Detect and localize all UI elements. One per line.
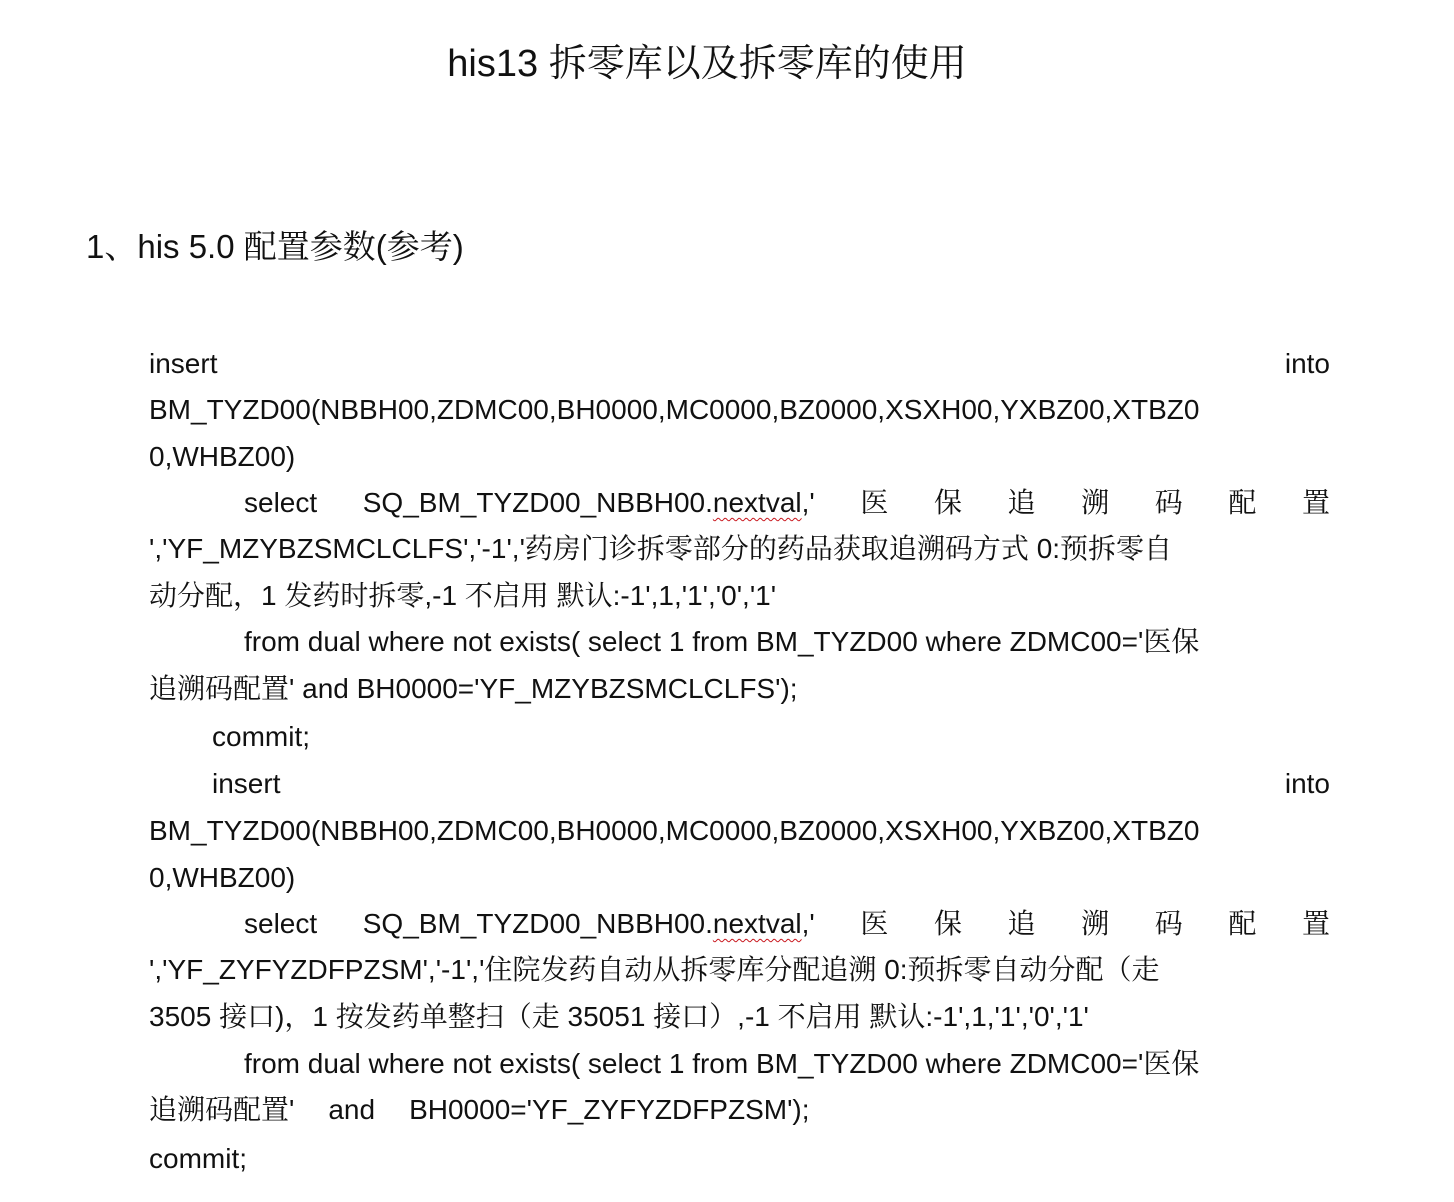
config-name-char: 溯 xyxy=(1081,907,1110,940)
keyword-and: and xyxy=(328,1094,376,1125)
code-line-where-end xyxy=(149,1091,810,1129)
config-name-char: 置 xyxy=(1301,486,1330,519)
code-line-table-columns: BM_TYZD00(NBBH00,ZDMC00,BH0000,MC0000,BZ0000,XSXH00,YXBZ00,XTBZ0 xyxy=(149,394,1200,425)
code-line-where: from dual where not exists( select 1 from BM_TYZD00 where ZDMC00='医保 xyxy=(244,626,1200,657)
config-name-char: 溯 xyxy=(1081,486,1110,519)
config-name-char: 码 xyxy=(1154,486,1183,519)
keyword-select: select xyxy=(244,487,318,518)
code-line-values: ','YF_MZYBZSMCLCLFS','-1','药房门诊拆零部分的药品获取追溯码方式 0:预拆零自 xyxy=(149,533,1173,564)
code-fragment: 追溯码配置' xyxy=(149,1094,295,1125)
code-line-where: from dual where not exists( select 1 from BM_TYZD00 where ZDMC00='医保 xyxy=(244,1048,1200,1079)
code-line-values-end: 动分配，1 发药时拆零,-1 不启用 默认:-1',1,'1','0','1' xyxy=(149,580,777,611)
code-line-where-end: 追溯码配置' and BH0000='YF_MZYBZSMCLCLFS'); xyxy=(149,673,798,704)
config-name-char: 保 xyxy=(933,486,962,519)
document-title: his13 拆零库以及拆零库的使用 xyxy=(447,43,967,85)
code-line-table-columns-end: 0,WHBZ00) xyxy=(149,441,296,472)
sequence-nextval: SQ_BM_TYZD00_NBBH00.nextval,' xyxy=(362,908,815,939)
keyword-insert: insert xyxy=(149,348,218,379)
code-line-table-columns-end: 0,WHBZ00) xyxy=(149,862,296,893)
code-line-values: ','YF_ZYFYZDFPZSM','-1','住院发药自动从拆零库分配追溯 0:预拆零自动分配（走 xyxy=(149,954,1160,985)
code-line-values-end: 3505 接口)，1 按发药单整扫（走 35051 接口）,-1 不启用 默认:-1',1,'1','0','1' xyxy=(149,1001,1089,1032)
code-line-commit: commit; xyxy=(149,1143,247,1174)
keyword-select: select xyxy=(244,908,318,939)
code-line-select xyxy=(244,905,1330,943)
section-heading: 1、his 5.0 配置参数(参考) xyxy=(86,228,464,265)
code-line-insert xyxy=(149,345,1330,383)
code-line-table-columns: BM_TYZD00(NBBH00,ZDMC00,BH0000,MC0000,BZ0000,XSXH00,YXBZ00,XTBZ0 xyxy=(149,815,1200,846)
code-line-insert xyxy=(212,765,1330,803)
config-name-char: 配 xyxy=(1228,486,1257,519)
config-name-char: 配 xyxy=(1228,907,1257,940)
keyword-into: into xyxy=(1284,768,1330,799)
code-line-commit: commit; xyxy=(212,721,310,752)
keyword-into: into xyxy=(1284,348,1330,379)
keyword-insert: insert xyxy=(212,768,281,799)
config-name-char: 置 xyxy=(1301,907,1330,940)
config-name-char: 医 xyxy=(860,486,889,519)
sequence-nextval: SQ_BM_TYZD00_NBBH00.nextval,' xyxy=(362,487,815,518)
code-fragment: BH0000='YF_ZYFYZDFPZSM'); xyxy=(409,1094,810,1125)
config-name-char: 医 xyxy=(860,907,889,940)
code-line-select xyxy=(244,484,1330,522)
spellcheck-word: nextval xyxy=(712,487,802,518)
spellcheck-word: nextval xyxy=(712,908,802,939)
config-name-char: 码 xyxy=(1154,907,1183,940)
config-name-char: 追 xyxy=(1007,486,1036,519)
config-name-char: 追 xyxy=(1007,907,1036,940)
config-name-char: 保 xyxy=(933,907,962,940)
